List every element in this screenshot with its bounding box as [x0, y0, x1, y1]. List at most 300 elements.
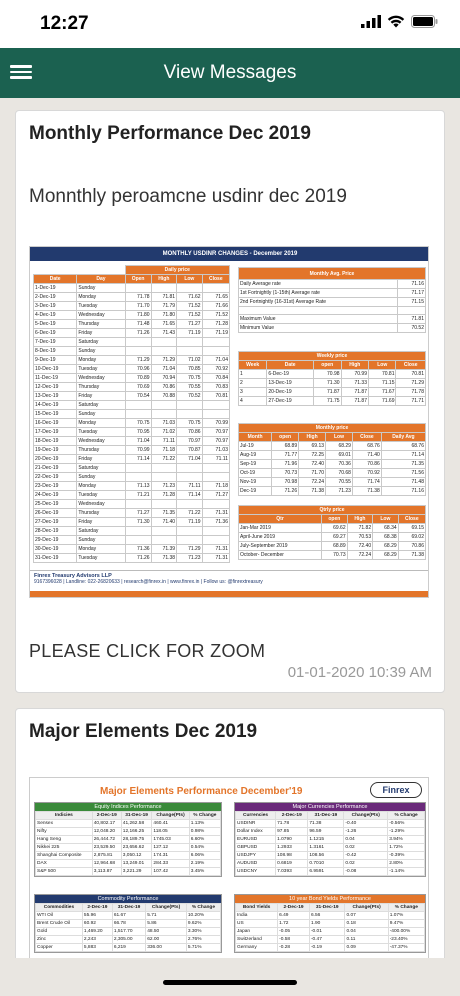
table-cell: 460.41	[152, 820, 189, 828]
message-image[interactable]	[29, 246, 429, 598]
table-cell	[202, 347, 229, 356]
table-cell: 1.72	[278, 920, 310, 928]
currency-box	[234, 802, 426, 877]
table-row	[34, 500, 230, 509]
table-header-cell: 2-Dec-19	[278, 904, 310, 912]
table-cell: 71.04	[151, 365, 177, 374]
table-cell: 71.43	[151, 329, 177, 338]
footer-contacts: 9167396028 | Landline: 022-26820633 | research@finrex.in | www.finrex.in | Follow us: @finrextreasury	[34, 579, 263, 585]
table-cell: Wednesday	[77, 311, 125, 320]
table-row	[34, 293, 230, 302]
table-cell: 71.52	[177, 302, 203, 311]
zoom-hint[interactable]: PLEASE CLICK FOR ZOOM	[29, 641, 266, 661]
table-header-cell: Low	[373, 515, 399, 524]
table-cell: 2,305.00	[112, 936, 145, 944]
table-cell: 68.29	[373, 542, 399, 551]
table-header-cell: Close	[396, 361, 426, 370]
table-row	[34, 482, 230, 491]
table-cell: 70.97	[202, 428, 229, 437]
table-cell: 70.52	[398, 324, 426, 333]
table-cell: Copper	[36, 944, 83, 952]
table-cell: 1,517.70	[112, 928, 145, 936]
table-cell: 71.27	[177, 320, 203, 329]
table-cell: Dec-19	[239, 487, 272, 496]
table-row	[239, 388, 426, 397]
table-cell: 71.31	[202, 545, 229, 554]
table-header-cell: Change(Pts)	[345, 904, 388, 912]
status-icons	[361, 15, 438, 28]
table-row	[239, 289, 426, 298]
table-cell: 68.34	[373, 524, 399, 533]
table-cell: 0.18	[345, 920, 388, 928]
table-row	[36, 868, 221, 876]
table-cell	[151, 401, 177, 410]
table-cell: 70.75	[177, 374, 203, 383]
table-cell	[239, 307, 398, 315]
table-cell: 71.69	[369, 397, 396, 406]
table-cell: 71.23	[177, 554, 203, 563]
table-cell	[202, 464, 229, 473]
table-cell: Tuesday	[77, 365, 125, 374]
table-cell: 71.38	[151, 554, 177, 563]
message-list[interactable]	[0, 98, 460, 958]
table-cell: 70.73	[322, 551, 348, 560]
table-header-cell: Week	[239, 361, 267, 370]
table-header-cell: Commodities	[36, 904, 83, 912]
table-cell	[177, 410, 203, 419]
table-cell: 70.86	[177, 428, 203, 437]
table-row	[239, 370, 426, 379]
table-cell: 71.19	[177, 329, 203, 338]
table-cell: 14-Dec-19	[34, 401, 77, 410]
table-cell: Saturday	[77, 338, 125, 347]
table-row	[34, 320, 230, 329]
table-cell: 55.96	[82, 912, 112, 920]
table-cell: 0.11	[345, 936, 388, 944]
table-row	[239, 280, 426, 289]
table-cell: Thursday	[77, 383, 125, 392]
table-cell: 71.66	[202, 302, 229, 311]
table-cell	[151, 338, 177, 347]
table-cell: 5,883	[82, 944, 112, 952]
wifi-icon	[387, 15, 405, 28]
status-bar	[0, 0, 460, 48]
table-cell: -0.47	[309, 936, 345, 944]
table-cell	[177, 284, 203, 293]
table-header-cell: Close	[202, 275, 229, 284]
table-cell: 12-Dec-19	[34, 383, 77, 392]
table-cell: 71.23	[151, 482, 177, 491]
table-header-cell: 2-Dec-19	[276, 812, 308, 820]
table-row	[236, 852, 425, 860]
table-row	[34, 473, 230, 482]
table-cell: Brent Crude Oil	[36, 920, 83, 928]
table-cell: 20-Dec-19	[267, 388, 314, 397]
table-cell: 71.38	[398, 551, 425, 560]
table-header-cell: Currencies	[236, 812, 276, 820]
table-cell: 72.40	[299, 460, 326, 469]
table-cell: Tuesday	[77, 302, 125, 311]
footer-company: Finrex Treasury Advisors LLP	[34, 573, 112, 579]
table-cell: Oct-19	[239, 469, 272, 478]
table-cell: 6.60%	[189, 836, 220, 844]
table-cell: 127.12	[152, 844, 189, 852]
table-header-cell: Change(Pts)	[344, 812, 388, 820]
table-row	[236, 844, 425, 852]
table-row	[34, 509, 230, 518]
table-header-cell: % Change	[388, 812, 425, 820]
table-cell: Wednesday	[77, 437, 125, 446]
table-cell	[151, 473, 177, 482]
table-cell: 70.97	[177, 437, 203, 446]
table-cell: Switzerland	[236, 936, 278, 944]
equity-box	[34, 802, 222, 877]
table-cell: Gold	[36, 928, 83, 936]
table-cell: Daily Average rate	[239, 280, 398, 289]
table-cell: Sunday	[77, 536, 125, 545]
table-cell: 70.92	[202, 365, 229, 374]
table-row	[239, 397, 426, 406]
table-cell: 71.77	[272, 451, 299, 460]
daily-price-table	[33, 265, 230, 563]
table-cell: Monday	[77, 356, 125, 365]
table-cell	[125, 410, 151, 419]
table-cell: Sunday	[77, 284, 125, 293]
table-cell: Tuesday	[77, 428, 125, 437]
table-cell: 71.30	[125, 518, 151, 527]
table-cell: Nikkei 225	[36, 844, 93, 852]
table-cell: 0.04	[344, 836, 388, 844]
table-row	[34, 338, 230, 347]
table-cell: Thursday	[77, 320, 125, 329]
table-cell: 70.84	[202, 374, 229, 383]
table-row	[34, 464, 230, 473]
table-cell: Hang Seng	[36, 836, 93, 844]
table-cell	[125, 284, 151, 293]
table-cell: 5.71	[146, 912, 187, 920]
table-row	[34, 527, 230, 536]
table-row	[34, 437, 230, 446]
table-cell	[398, 307, 426, 315]
table-header-cell: 31-Dec-19	[112, 904, 145, 912]
table-cell: 71.13	[125, 482, 151, 491]
table-cell	[125, 473, 151, 482]
table-cell: 71.87	[314, 388, 341, 397]
table-header-cell: Date	[267, 361, 314, 370]
table-cell: 70.98	[272, 478, 299, 487]
table-cell: 71.52	[177, 311, 203, 320]
table-cell: 11-Dec-19	[34, 374, 77, 383]
table-cell: 17-Dec-19	[34, 428, 77, 437]
table-cell: 5-Dec-19	[34, 320, 77, 329]
table-cell: 9.47%	[388, 920, 424, 928]
table-row	[236, 860, 425, 868]
table-cell: GBPUSD	[236, 844, 276, 852]
table-row	[239, 524, 426, 533]
table-cell: 71.29	[177, 545, 203, 554]
table-cell: Thursday	[77, 446, 125, 455]
table-cell: 69.15	[398, 524, 425, 533]
message-image[interactable]	[29, 777, 429, 958]
table-header-cell: High	[347, 515, 373, 524]
table-cell: 12,166.25	[121, 828, 152, 836]
table-row	[239, 478, 426, 487]
table-cell: 71.33	[341, 379, 368, 388]
table-cell	[177, 473, 203, 482]
table-cell	[202, 527, 229, 536]
app-bar-title: View Messages	[163, 62, 297, 83]
home-indicator[interactable]	[163, 980, 297, 985]
avg-title: Monthly Avg. Price	[239, 268, 426, 280]
table-cell: 1-Dec-19	[34, 284, 77, 293]
table-header-cell: % Change	[388, 904, 424, 912]
table-cell: 4-Dec-19	[34, 311, 77, 320]
table-cell: 2nd Fortnightly (16-31st) Average Rate	[239, 298, 398, 307]
table-cell: October- December	[239, 551, 322, 560]
table-cell: -0.19	[309, 944, 345, 952]
table-row	[239, 298, 426, 307]
table-row	[239, 307, 426, 315]
message-card[interactable]	[15, 110, 445, 693]
table-cell: 0.02	[344, 844, 388, 852]
table-cell: 6-Dec-19	[34, 329, 77, 338]
table-cell: 71.80	[125, 311, 151, 320]
table-row	[34, 329, 230, 338]
table-row	[34, 356, 230, 365]
table-cell: 68.89	[272, 442, 299, 451]
weekly-title: Weekly price	[239, 352, 426, 361]
commodity-title: Commodity Performance	[35, 895, 221, 903]
table-cell: 70.81	[369, 370, 396, 379]
table-cell: 71.30	[314, 379, 341, 388]
table-row	[34, 446, 230, 455]
table-cell: 107.42	[152, 868, 189, 876]
table-header-cell: Open	[125, 275, 151, 284]
bonds-box	[234, 894, 426, 953]
table-cell: 70.52	[177, 392, 203, 401]
currency-title: Major Currencies Performance	[235, 803, 425, 811]
table-cell: 71.48	[381, 478, 425, 487]
table-cell: 22-Dec-19	[34, 473, 77, 482]
table-cell: 23,656.62	[121, 844, 152, 852]
table-cell: 70.69	[125, 383, 151, 392]
table-cell: 28,189.75	[121, 836, 152, 844]
table-header-cell: Indicies	[36, 812, 93, 820]
table-header-cell: High	[151, 275, 177, 284]
table-cell: 2.80%	[388, 860, 425, 868]
table-row	[34, 311, 230, 320]
app-bar	[0, 48, 460, 98]
table-cell: 71.78	[396, 388, 426, 397]
table-cell: 71.23	[326, 487, 353, 496]
table-cell: 69.02	[398, 533, 425, 542]
table-cell: 70.94	[151, 374, 177, 383]
table-cell: 71.27	[125, 509, 151, 518]
table-row	[36, 820, 221, 828]
table-cell: Sunday	[77, 473, 125, 482]
table-cell: 1st Fortnightly (1-15th) Average rate	[239, 289, 398, 298]
table-cell: 3.94%	[388, 836, 425, 844]
table-row	[236, 868, 425, 876]
table-cell: 71.39	[151, 545, 177, 554]
table-header-cell: open	[322, 515, 348, 524]
equity-title: Equity Indices Performance	[35, 803, 221, 811]
table-cell: 13,249.01	[121, 860, 152, 868]
table-cell: 71.40	[151, 518, 177, 527]
table-cell: 71.21	[125, 491, 151, 500]
table-cell: 71.38	[352, 487, 381, 496]
table-cell: -0.08	[344, 868, 388, 876]
table-cell: WTI Oil	[36, 912, 83, 920]
table-cell: Sunday	[77, 347, 125, 356]
table-header-cell: Low	[177, 275, 203, 284]
table-cell: Sensex	[36, 820, 93, 828]
table-cell: 3-Dec-19	[34, 302, 77, 311]
table-cell: USDINR	[236, 820, 276, 828]
status-time: 12:27	[40, 13, 89, 34]
table-cell: Shanghai Composite	[36, 852, 93, 860]
table-cell: Zinc	[36, 936, 83, 944]
table-cell: Aug-19	[239, 451, 272, 460]
table-cell	[202, 500, 229, 509]
table-cell: Saturday	[77, 464, 125, 473]
table-row	[34, 410, 230, 419]
table-row	[34, 392, 230, 401]
table-header-cell: Month	[239, 433, 272, 442]
table-cell: 97.85	[276, 828, 308, 836]
table-cell: 71.31	[202, 509, 229, 518]
table-cell: 69.13	[299, 442, 326, 451]
table-cell: 0.04	[345, 928, 388, 936]
table-cell	[151, 527, 177, 536]
table-row	[34, 491, 230, 500]
table-cell: Saturday	[77, 401, 125, 410]
message-card[interactable]	[15, 708, 445, 958]
home-indicator-area	[0, 958, 460, 996]
table-cell: 1.1215	[308, 836, 344, 844]
table-cell: Minimum Value	[239, 324, 398, 333]
table-cell: Dollar Index	[236, 828, 276, 836]
table-cell: 5.71%	[186, 944, 220, 952]
table-cell: 10-Dec-19	[34, 365, 77, 374]
table-cell: 68.76	[381, 442, 425, 451]
table-cell: 1.2933	[276, 844, 308, 852]
table-cell: 71.74	[352, 478, 381, 487]
table-cell: 69.62	[322, 524, 348, 533]
monthly-price-box	[238, 423, 426, 496]
table-cell: 40,802.17	[92, 820, 121, 828]
table-row	[34, 401, 230, 410]
table-cell: 70.99	[125, 446, 151, 455]
table-cell: 71.22	[151, 455, 177, 464]
table-cell: 12,964.68	[92, 860, 121, 868]
table-cell: 69.27	[322, 533, 348, 542]
table-cell: 71.16	[398, 280, 426, 289]
table-row	[239, 533, 426, 542]
table-cell: 70.73	[272, 469, 299, 478]
table-cell: 61.67	[112, 912, 145, 920]
table-header-cell: 2-Dec-19	[82, 904, 112, 912]
table-cell: 0.07	[345, 912, 388, 920]
monthly-avg-box	[238, 267, 426, 333]
table-cell: 31-Dec-19	[34, 554, 77, 563]
table-cell: 6-Dec-19	[267, 370, 314, 379]
battery-icon	[411, 15, 438, 28]
table-header-cell: 31-Dec-19	[308, 812, 344, 820]
table-cell: 71.26	[125, 554, 151, 563]
table-cell: 6.56	[309, 912, 345, 920]
table-header-cell: Qtr	[239, 515, 322, 524]
table-cell: 70.86	[398, 542, 425, 551]
table-cell: 24-Dec-19	[34, 491, 77, 500]
table-header-cell: High	[341, 361, 368, 370]
table-cell	[177, 500, 203, 509]
table-cell: 71.04	[125, 437, 151, 446]
table-cell: 6.49	[278, 912, 310, 920]
table-row	[236, 928, 425, 936]
table-cell: 41,262.58	[121, 820, 152, 828]
table-row	[239, 451, 426, 460]
table-cell: 68.76	[352, 442, 381, 451]
table-row	[34, 545, 230, 554]
table-cell: Japan	[236, 928, 278, 936]
table-cell: 13-Dec-19	[267, 379, 314, 388]
table-cell: 4	[239, 397, 267, 406]
table-cell: -23.40%	[388, 936, 424, 944]
table-cell: 71.52	[202, 311, 229, 320]
table-cell: 6.9591	[308, 868, 344, 876]
table-cell: 71.67	[369, 388, 396, 397]
table-cell: 71.18	[202, 482, 229, 491]
table-header-cell: Daily Avg	[381, 433, 425, 442]
table-cell: 10.20%	[186, 912, 220, 920]
table-row	[239, 379, 426, 388]
table-header-cell: open	[314, 361, 341, 370]
table-cell: 70.87	[177, 446, 203, 455]
table-cell: 71.26	[125, 329, 151, 338]
table-cell: EURUSD	[236, 836, 276, 844]
table-cell: 71.17	[398, 289, 426, 298]
table-cell	[202, 473, 229, 482]
table-cell: Germany	[236, 944, 278, 952]
table-cell: Friday	[77, 329, 125, 338]
table-row	[34, 284, 230, 293]
table-cell: 70.86	[151, 383, 177, 392]
table-cell: India	[236, 912, 278, 920]
table-cell: 28-Dec-19	[34, 527, 77, 536]
table-row	[239, 469, 426, 478]
table-cell: 70.54	[125, 392, 151, 401]
table-cell: 336.00	[146, 944, 187, 952]
table-cell: 71.82	[347, 524, 373, 533]
table-row	[239, 551, 426, 560]
table-row	[36, 844, 221, 852]
table-cell: -1.26	[344, 828, 388, 836]
table-row	[239, 442, 426, 451]
table-cell: -0.28	[278, 944, 310, 952]
table-cell: Monday	[77, 293, 125, 302]
table-cell: 0.98%	[189, 828, 220, 836]
table-cell: 2-Dec-19	[34, 293, 77, 302]
table-cell	[125, 527, 151, 536]
table-cell: 70.97	[202, 437, 229, 446]
table-cell: -0.56%	[388, 820, 425, 828]
table-cell: -0.01	[309, 928, 345, 936]
table-cell: 71.79	[151, 302, 177, 311]
finrex-logo: Finrex	[370, 782, 422, 798]
table-cell: 1.07%	[388, 912, 424, 920]
table-cell: 70.75	[125, 419, 151, 428]
